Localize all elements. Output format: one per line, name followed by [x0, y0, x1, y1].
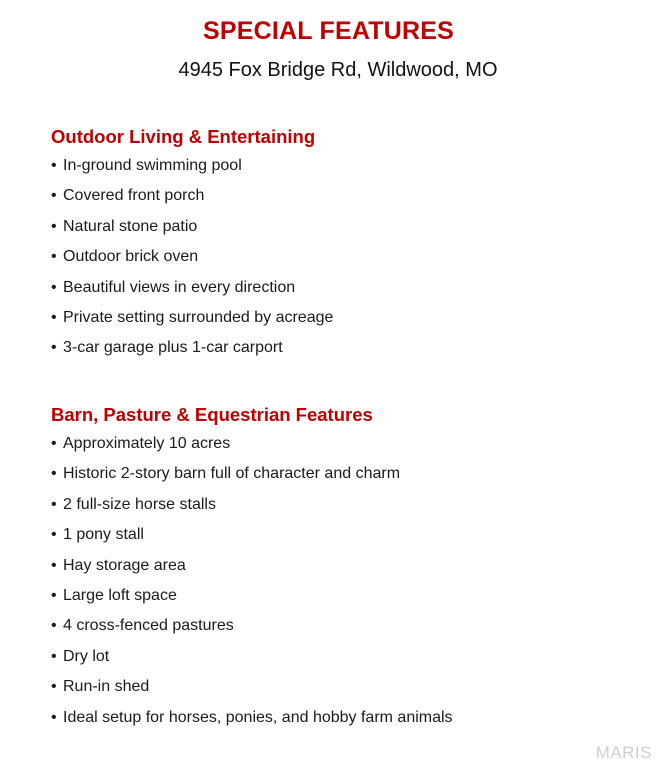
bullet-icon: •	[51, 187, 57, 205]
bullet-icon: •	[51, 556, 57, 574]
list-item-text: Beautiful views in every direction	[63, 278, 296, 296]
bullet-icon: •	[51, 339, 57, 357]
list-item-text: Historic 2-story barn full of character and charm	[63, 465, 401, 483]
list-item-text: 3-car garage plus 1-car carport	[63, 339, 283, 357]
list-item	[51, 217, 631, 247]
bullet-icon: •	[51, 248, 57, 266]
section-barn-pasture	[51, 404, 631, 738]
list-item-text: 4 cross-fenced pastures	[63, 617, 234, 635]
list-item-text: Ideal setup for horses, ponies, and hobby farm animals	[63, 708, 453, 726]
bullet-icon: •	[51, 586, 57, 604]
bullet-icon: •	[51, 678, 57, 696]
watermark: MARIS	[595, 743, 652, 762]
list-item-text: Dry lot	[63, 647, 110, 665]
list-item-text: Covered front porch	[63, 187, 205, 205]
list-item	[51, 708, 631, 738]
list-item	[51, 434, 631, 464]
section-heading: Outdoor Living & Entertaining	[51, 126, 316, 147]
list-item-text: Private setting surrounded by acreage	[63, 308, 334, 326]
list-item	[51, 495, 631, 525]
list-item	[51, 464, 631, 494]
feature-list	[51, 434, 631, 738]
list-item	[51, 278, 631, 308]
list-item	[51, 556, 631, 586]
bullet-icon: •	[51, 495, 57, 513]
list-item	[51, 647, 631, 677]
bullet-icon: •	[51, 217, 57, 235]
bullet-icon: •	[51, 708, 57, 726]
list-item-text: 2 full-size horse stalls	[63, 495, 216, 513]
list-item	[51, 308, 631, 338]
list-item	[51, 586, 631, 616]
bullet-icon: •	[51, 157, 57, 174]
bullet-icon: •	[51, 617, 57, 635]
list-item-text: 1 pony stall	[63, 526, 144, 544]
bullet-icon: •	[51, 526, 57, 544]
list-item	[51, 247, 631, 277]
list-item	[51, 156, 631, 186]
list-item-text: Run-in shed	[63, 678, 150, 696]
list-item	[51, 616, 631, 646]
bullet-icon: •	[51, 647, 57, 665]
list-item-text: Outdoor brick oven	[63, 248, 199, 266]
bullet-icon: •	[51, 435, 57, 452]
bullet-icon: •	[51, 278, 57, 296]
list-item-text: Large loft space	[63, 586, 177, 604]
section-heading: Barn, Pasture & Equestrian Features	[51, 404, 373, 425]
list-item-text: Natural stone patio	[63, 217, 198, 235]
bullet-icon: •	[51, 465, 57, 483]
list-item	[51, 186, 631, 216]
section-outdoor-living	[51, 126, 631, 369]
list-item	[51, 525, 631, 555]
list-item	[51, 338, 631, 368]
list-item-text: In-ground swimming pool	[63, 157, 242, 174]
property-address: 4945 Fox Bridge Rd, Wildwood, MO	[178, 59, 498, 81]
list-item-text: Approximately 10 acres	[63, 435, 231, 452]
page-title: SPECIAL FEATURES	[203, 17, 454, 45]
list-item-text: Hay storage area	[63, 556, 186, 574]
bullet-icon: •	[51, 308, 57, 326]
list-item	[51, 677, 631, 707]
feature-list	[51, 156, 631, 369]
